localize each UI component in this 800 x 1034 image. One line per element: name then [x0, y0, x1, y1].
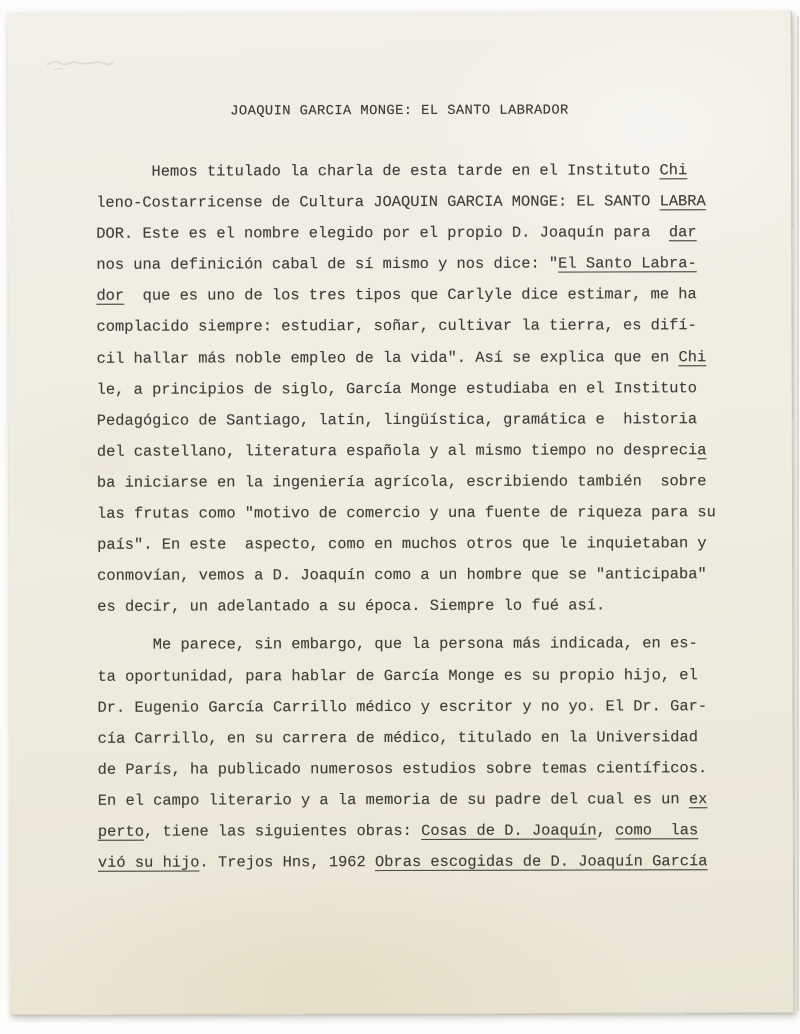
text-segment: En el campo literario y a la memoria de su padre del cual es un [97, 790, 689, 810]
text-segment: Pedagógico de Santiago, latín, lingüística, gramática e historia [96, 409, 698, 430]
underlined-text: perto [97, 822, 145, 841]
text-line [97, 435, 737, 468]
text-line [98, 722, 738, 755]
text-line [97, 373, 737, 406]
text-segment: que es uno de los tres tipos que Carlyle dice estimar, me ha [124, 285, 697, 306]
text-line [97, 629, 737, 662]
text-line [97, 528, 737, 561]
text-segment: nos una definición cabal de sí mismo y nos dice: " [96, 254, 559, 275]
text-line [97, 466, 737, 499]
text-segment: Hemos titulado la charla de esta tarde en el Instituto [96, 161, 660, 181]
text-line [96, 279, 736, 312]
text-line [96, 311, 736, 344]
underlined-text: Chi [678, 347, 707, 366]
underlined-text: vió su hijo [97, 853, 200, 872]
text-segment: cil hallar más noble empleo de la vida". Así se explica que en [96, 347, 679, 368]
underlined-text: Obras escogidas de D. Joaquín García [374, 852, 708, 872]
text-line [98, 753, 738, 786]
underlined-text: como las [615, 821, 699, 840]
text-line [97, 691, 737, 724]
text-line [98, 784, 738, 817]
paragraph [97, 629, 738, 879]
text-segment: leno-Costarricense de Cultura JOAQUIN GARCIA MONGE: EL SANTO [96, 192, 660, 212]
text-segment: del castellano, literatura española y al mismo tiempo no despreci [96, 441, 698, 461]
text-segment: ba iniciarse en la ingeniería agrícola, escribiendo también sobre [96, 472, 707, 492]
text-segment: complacido siempre: estudiar, soñar, cultivar la tierra, es difí- [96, 316, 697, 337]
underlined-text: Chi [659, 161, 688, 180]
text-line [96, 248, 736, 281]
text-segment: . Trejos Hns, 1962 [199, 853, 376, 872]
text-segment: país". En este aspecto, como en muchos otros que le inquietaban y [97, 534, 707, 554]
text-segment: Dr. Eugenio García Carrillo médico y escritor y no yo. El Dr. Gar- [97, 696, 708, 717]
text-line [97, 342, 737, 375]
text-segment: ta oportunidad, para hablar de García Monge es su propio hijo, el [97, 665, 698, 686]
pencil-annotation-mark [40, 43, 130, 84]
text-segment: de París, ha publicado numerosos estudios sobre temas científicos. [97, 758, 708, 779]
text-segment: las frutas como "motivo de comercio y una fuente de riqueza para su [96, 503, 716, 523]
underlined-text: LABRA [659, 192, 706, 211]
text-line [96, 155, 736, 188]
text-line [98, 815, 738, 848]
scan-edge-shadow [797, 16, 799, 1011]
text-segment: conmovían, vemos a D. Joaquín como a un hombre que se "anticipaba" [97, 565, 707, 586]
underlined-text: dar [668, 223, 697, 242]
text-line [97, 559, 737, 592]
text-line [97, 590, 737, 623]
text-segment: es decir, un adelantado a su época. Siempre lo fué así. [97, 596, 606, 617]
text-segment: , tiene las siguientes obras: [143, 821, 422, 841]
text-segment: le, a principios de siglo, García Monge estudiaba en el Instituto [96, 378, 698, 399]
document-body [96, 155, 738, 879]
text-line [97, 660, 737, 693]
underlined-text: Cosas de D. Joaquín [421, 821, 597, 840]
text-segment: Me parece, sin embargo, que la persona más indicada, en es- [97, 634, 698, 655]
text-line [97, 497, 737, 530]
underlined-text: ex [688, 790, 708, 809]
document-title: JOAQUIN GARCIA MONGE: EL SANTO LABRADOR [230, 103, 569, 120]
underlined-text: dor [96, 287, 125, 306]
text-segment: , [596, 821, 616, 840]
underlined-text: El Santo Labra- [558, 254, 697, 273]
text-segment: DOR. Este es el nombre elegido por el propio D. Joaquín para [96, 223, 669, 243]
underlined-text: a [697, 441, 707, 460]
text-line [96, 217, 736, 250]
text-line [96, 186, 736, 219]
paragraph [96, 155, 737, 623]
text-segment: cía Carrillo, en su carrera de médico, titulado en la Universidad [97, 727, 698, 748]
text-line [97, 404, 737, 437]
text-line [98, 846, 738, 879]
document-page [8, 11, 795, 1015]
